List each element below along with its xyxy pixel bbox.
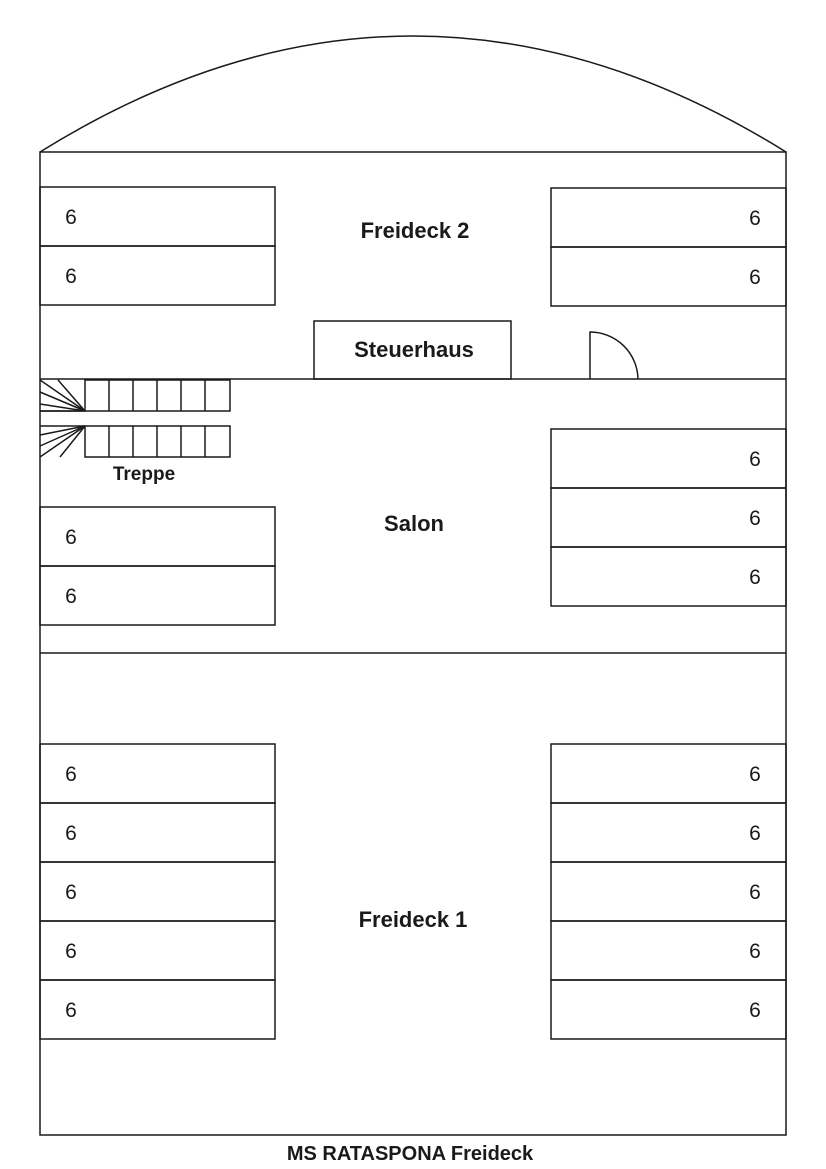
- seat-count: 6: [749, 207, 761, 230]
- treppe-label: Treppe: [112, 464, 176, 485]
- bow-curve: [40, 36, 786, 152]
- salon-right-tables: [551, 429, 786, 606]
- door-icon: [590, 332, 638, 379]
- seat-count: 6: [749, 881, 761, 904]
- seat-count: 6: [749, 822, 761, 845]
- steuerhaus-label: Steuerhaus: [354, 337, 474, 362]
- seat-count: 6: [749, 266, 761, 289]
- seat-count: 6: [65, 526, 77, 549]
- salon-left-tables: [40, 507, 275, 625]
- freideck2-label: Freideck 2: [360, 218, 470, 243]
- seat-count: 6: [65, 940, 77, 963]
- freideck2-left-tables: [40, 187, 275, 305]
- seat-count: 6: [65, 822, 77, 845]
- seat-count: 6: [749, 763, 761, 786]
- freideck2-right-tables: [551, 188, 786, 306]
- freideck1-label: Freideck 1: [358, 907, 468, 932]
- seat-count: 6: [65, 265, 77, 288]
- seat-count: 6: [749, 448, 761, 471]
- seat-count: 6: [749, 507, 761, 530]
- seat-count: 6: [65, 763, 77, 786]
- seat-count: 6: [65, 881, 77, 904]
- seat-count: 6: [749, 999, 761, 1022]
- salon-label: Salon: [384, 511, 444, 536]
- plan-caption: MS RATASPONA Freideck: [286, 1143, 534, 1165]
- seat-count: 6: [65, 999, 77, 1022]
- hull-outline: [40, 152, 786, 1135]
- freideck1-right-tables: [551, 744, 786, 1039]
- seat-count: 6: [65, 206, 77, 229]
- seat-count: 6: [65, 585, 77, 608]
- seat-count: 6: [749, 940, 761, 963]
- seat-count: 6: [749, 566, 761, 589]
- staircase-icon: [40, 380, 230, 457]
- freideck1-left-tables: [40, 744, 275, 1039]
